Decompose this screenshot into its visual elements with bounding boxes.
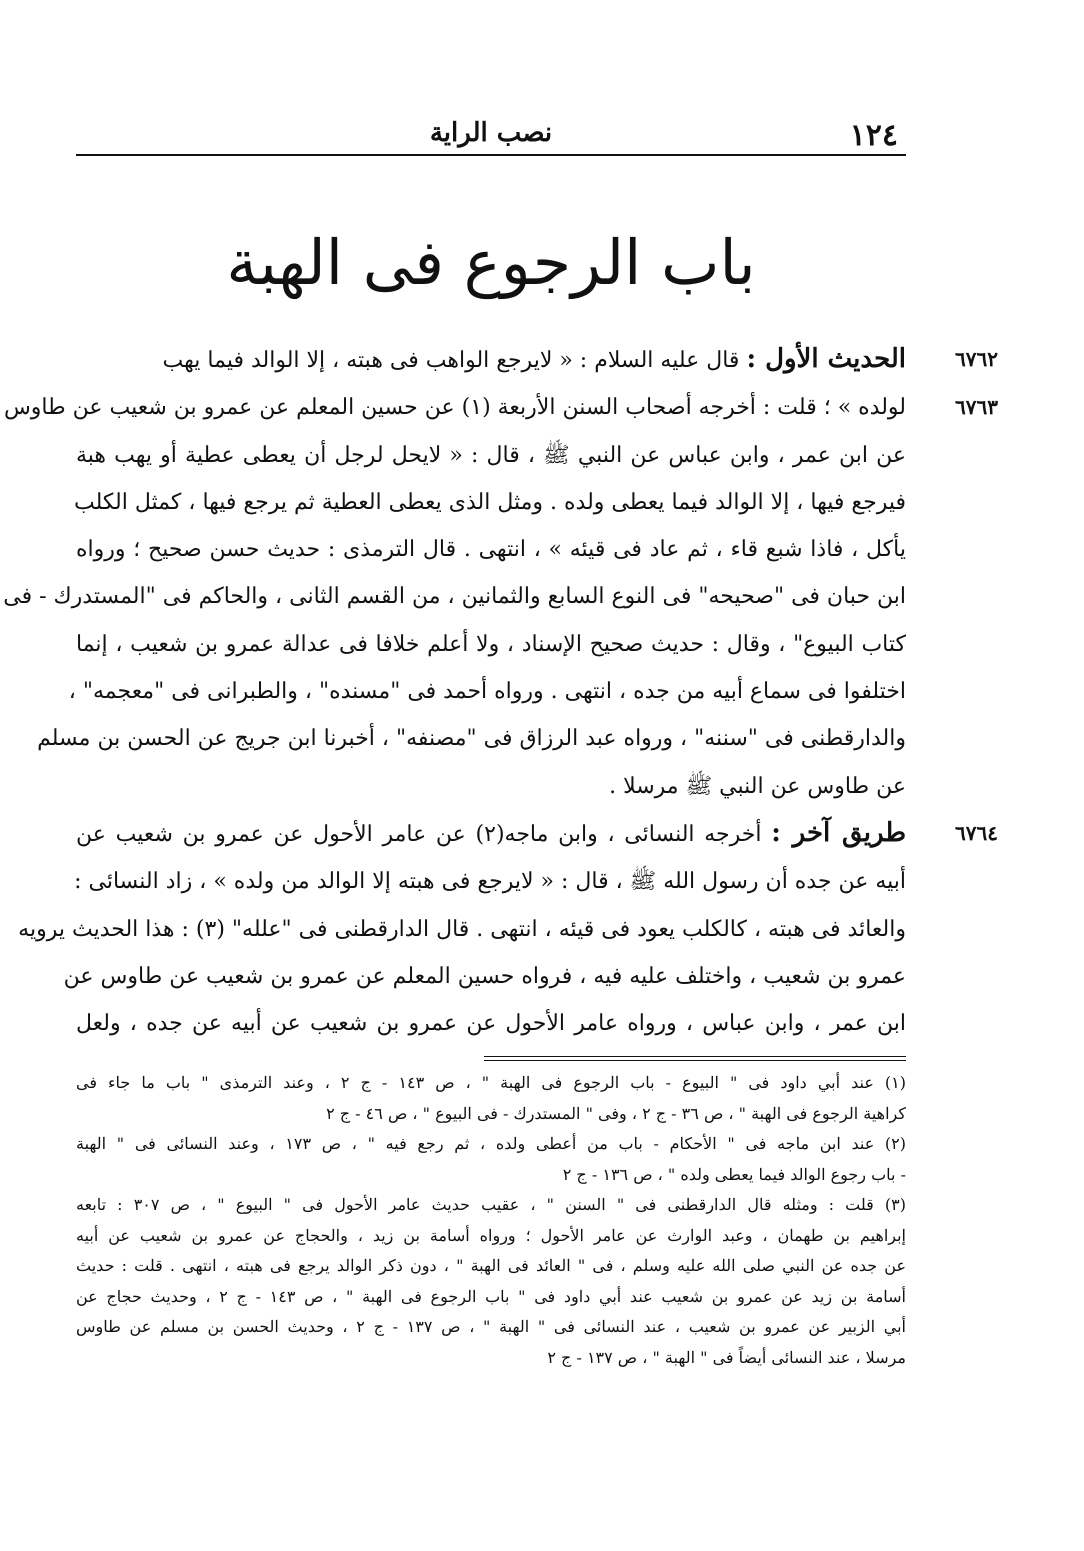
text-line: فيرجع فيها ، إلا الوالد فيما يعطى ولده . ومثل الذى يعطى العطية ثم يرجع فيها ، كمثل الكلب [74, 489, 906, 515]
footnote-1 [76, 1068, 906, 1129]
footnote-line: إبراهيم بن طهمان ، وعبد الوارث عن عامر الأحول ؛ ورواه أسامة بن زيد ، والحجاج عن عمرو بن شعيب عن أبيه [76, 1225, 907, 1245]
text-line: والدارقطنى فى "سننه" ، ورواه عبد الرزاق فى "مصنفه" ، أخبرنا ابن جريج عن الحسن بن مسلم [37, 726, 906, 752]
hadith-paragraph-2 [3, 384, 998, 810]
footnote-3 [76, 1190, 906, 1373]
hadith-number: ٦٧٦٣ [955, 395, 998, 420]
footnote-line: عن جده عن النبي صلى الله عليه وسلم ، فى " العائد فى الهبة " ، دون ذكر الوالد يرجع فى هبته ، انتهى . قلت : حديث [76, 1256, 906, 1275]
text-line: ابن عمر ، وابن عباس ، ورواه عامر الأحول عن عمرو بن شعيب عن أبيه عن جده ، ولعل [76, 1011, 907, 1037]
footnote-line: (١) عند أبي داود فى " البيوع - باب الرجوع فى الهبة " ، ص ١٤٣ - ج ٢ ، وعند الترمذى " باب ما جاء فى [76, 1073, 906, 1092]
chapter-title: باب الرجوع فى الهبة [226, 226, 756, 299]
text-line: اختلفوا فى سماع أبيه من جده ، انتهى . ورواه أحمد فى "مسنده" ، والطبرانى فى "معجمه" ، [68, 679, 906, 705]
page-number: ١٢٤ [849, 118, 898, 153]
footnote-line: - باب رجوع الوالد فيما يعطى ولده " ، ص ١٣٦ - ج ٢ [562, 1164, 906, 1184]
footnote-line: كراهية الرجوع فى الهبة " ، ص ٣٦ - ج ٢ ، وفى " المستدرك - فى البيوع " ، ص ٤٦ - ج ٢ [326, 1103, 906, 1123]
paragraph-lead: طريق آخر : [771, 817, 907, 848]
text-line: والعائد فى هبته ، كالكلب يعود فى قيئه ، انتهى . قال الدارقطنى فى "علله" (٣) : هذا الحديث يرويه [18, 916, 906, 942]
footnotes [76, 1068, 906, 1373]
hadith-paragraph-3 [18, 810, 998, 1047]
running-title: نصب الراية [429, 118, 553, 148]
footnote-line: أسامة بن زيد عن عمرو بن شعيب عند أبي داود فى " باب الرجوع فى الهبة " ، ص ١٤٣ - ج ٢ ، وحديث حجاج عن [76, 1286, 907, 1306]
footnote-line: أبي الزبير عن عمرو بن شعيب ، عند النسائى فى " الهبة " ، ص ١٣٧ - ج ٢ ، وحديث الحسن بن مسلم عن طاوس [76, 1317, 906, 1336]
text-line: أبيه عن جده أن رسول الله ﷺ ، قال : « لايرجع فى هبته إلا الوالد من ولده » ، زاد النسائى : [74, 869, 906, 895]
text-line: لولده » ؛ قلت : أخرجه أصحاب السنن الأربعة (١) عن حسين المعلم عن عمرو بن شعيب عن طاوس [3, 395, 906, 421]
text-line: عن طاوس عن النبي ﷺ مرسلا . [609, 773, 906, 799]
hadith-number: ٦٧٦٤ [955, 820, 998, 845]
text-line: الحديث الأول : قال عليه السلام : « لايرجع الواهب فى هبته ، إلا الوالد فيما يهب [162, 344, 906, 374]
text-line: طريق آخر : أخرجه النسائى ، وابن ماجه(٢) عن عامر الأحول عن عمرو بن شعيب عن [76, 817, 907, 848]
text-line: كتاب البيوع" ، وقال : حديث صحيح الإسناد ، ولا أعلم خلافا فى عدالة عمرو بن شعيب ، إنما [76, 631, 906, 657]
footnote-line: (٣) قلت : ومثله قال الدارقطنى فى " السنن " ، عقيب حديث عامر الأحول فى " البيوع " ، ص ٣٠٧ : تابعه [76, 1195, 907, 1214]
footnote-2 [76, 1129, 906, 1190]
text-line: يأكل ، فاذا شبع قاء ، ثم عاد فى قيئه » ، انتهى . قال الترمذى : حديث حسن صحيح ؛ ورواه [76, 537, 906, 563]
page-header [76, 108, 906, 156]
hadith-number: ٦٧٦٢ [955, 347, 998, 371]
paragraph-lead: الحديث الأول : [746, 344, 906, 374]
main-text [3, 336, 998, 1047]
text-line: عمرو بن شعيب ، واختلف عليه فيه ، فرواه حسين المعلم عن عمرو بن شعيب عن طاوس عن [63, 963, 906, 989]
footnote-line: مرسلا ، عند النسائى أيضاً فى " الهبة " ، ص ١٣٧ - ج ٢ [547, 1347, 906, 1367]
hadith-paragraph-1 [76, 336, 998, 384]
footnote-line: (٢) عند ابن ماجه فى " الأحكام - باب من أعطى ولده ، ثم رجع فيه " ، ص ١٧٣ ، وعند النسائى فى " الهبة [76, 1134, 907, 1153]
footnote-divider [484, 1056, 906, 1061]
text-line: ابن حبان فى "صحيحه" فى النوع السابع والثمانين ، من القسم الثانى ، والحاكم فى "المستدرك - فى [3, 584, 906, 610]
text-line: عن ابن عمر ، وابن عباس عن النبي ﷺ ، قال : « لايحل لرجل أن يعطى عطية أو يهب هبة [76, 442, 906, 468]
